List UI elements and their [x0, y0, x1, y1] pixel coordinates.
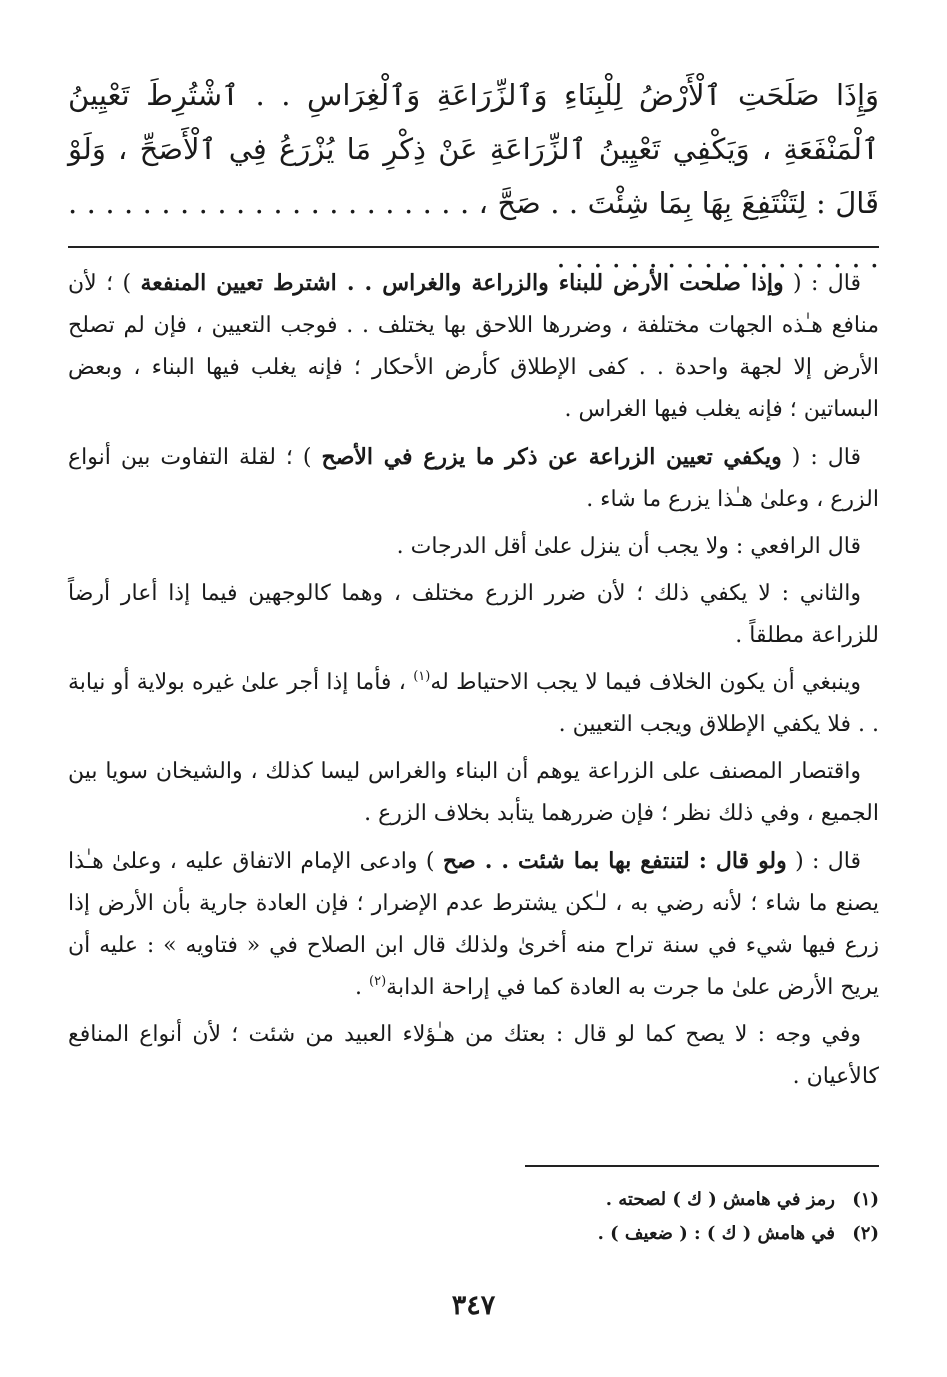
commentary-paragraph-6: واقتصار المصنف على الزراعة يوهم أن البناء والغراس ليسا كذلك ، والشيخان سويا بين الجميع ، وفي ذلك نظر ؛ فإن ضررهما يتأبد بخلاف الزرع . — [68, 759, 879, 826]
footnote-number: (١) — [852, 1189, 879, 1210]
commentary-paragraph-5: وينبغي أن يكون الخلاف فيما لا يجب الاحتياط له$^{(١)}$ ، فأما إذا أجر علىٰ غيره بولاية أو نيابة . . فلا يكفي الإطلاق ويجب التعيين . — [68, 669, 879, 737]
footnote-text: رمز في هامش ( ك ) لصحته . — [605, 1189, 835, 1210]
footnote-text: في هامش ( ك ) : ( ضعيف ) . — [597, 1223, 835, 1244]
footnote-ref-1[interactable]: (١) — [413, 669, 431, 684]
commentary-paragraph-8: وفي وجه : لا يصح كما لو قال : بعتك من هـٰؤلاء العبيد من شئت ؛ لأن أنواع المنافع كالأعيان . — [68, 1022, 879, 1089]
footnote-2 — [68, 1217, 879, 1251]
quoted-matn: ويكفي تعيين الزراعة عن ذكر ما يزرع في الأصح — [321, 444, 782, 470]
matn-body: وَإِذَا صَلَحَتِ ٱلْأَرْضُ لِلْبِنَاءِ وَٱلزِّرَاعَةِ وَٱلْغِرَاسِ . . ٱشْتُرِطَ تَعْيِينُ ٱلْمَنْفَعَةِ ، وَيَكْفِي تَعْيِينُ ٱلزِّرَاعَةِ عَنْ ذِكْرِ مَا يُزْرَعُ فِي ٱلْأَصَحِّ ، وَلَوْ قَالَ : لِتَنْتَفِعَ بِهَا بِمَا شِئْتَ . . صَحَّ ، — [68, 78, 880, 220]
commentary-paragraph-2: قال : ( ويكفي تعيين الزراعة عن ذكر ما يزرع في الأصح ) ؛ لقلة التفاوت بين أنواع الزرع ، وعلىٰ هـٰذا يزرع ما شاء . — [68, 444, 879, 512]
footnote-separator-rule — [525, 1165, 879, 1167]
quoted-matn: وإذا صلحت الأرض للبناء والزراعة والغراس . . اشترط تعيين المنفعة — [140, 270, 784, 296]
matn-dots: . . . . . . . . . . . . . . . . . . . . . . . . . . . . . . . . . . . . . . . . — [68, 186, 879, 274]
quoted-matn: ولو قال : لتنتفع بها بما شئت . . صح — [442, 848, 787, 874]
footnote-number: (٢) — [852, 1223, 879, 1244]
commentary-paragraph-4: والثاني : لا يكفي ذلك ؛ لأن ضرر الزرع مختلف ، وهما كالوجهين فيما إذا أعار أرضاً للزراعة مطلقاً . — [68, 581, 879, 648]
commentary-paragraph-3: قال الرافعي : ولا يجب أن ينزل علىٰ أقل الدرجات . — [396, 534, 861, 559]
matn-text — [68, 68, 879, 284]
footnote-1 — [68, 1183, 879, 1217]
commentary-paragraph-1: قال : ( وإذا صلحت الأرض للبناء والزراعة والغراس . . اشترط تعيين المنفعة ) ؛ لأن منافع هـٰذه الجهات مختلفة ، وضررها اللاحق بها يختلف . . فوجب التعيين ، فإن لم تصلح الأرض إلا لجهة واحدة . . كفى الإطلاق كأرض الأحكار ؛ فإنه يغلب فيها البناء ، وبعض البساتين ؛ فإنه يغلب فيها الغراس . — [68, 270, 879, 422]
footnotes — [68, 1183, 879, 1251]
commentary-paragraph-7: قال : ( ولو قال : لتنتفع بها بما شئت . . صح ) وادعى الإمام الاتفاق عليه ، وعلىٰ هـٰذا يصنع ما شاء ؛ لأنه رضي به ، لـٰكن يشترط عدم الإضرار ؛ فإن العادة جارية بأن الأرض إذا زرع فيها شيء في سنة تراح منه أخرىٰ ولذلك قال ابن الصلاح في « فتاويه » : عليه أن يريح الأرض علىٰ ما جرت به العادة كما في إراحة الدابة$^{(٢)}$ . — [68, 848, 879, 1000]
page-number: ٣٤٧ — [451, 1290, 496, 1321]
commentary — [68, 262, 879, 1103]
matn-separator-rule — [68, 246, 879, 248]
footnote-ref-2[interactable]: (٢) — [369, 974, 387, 989]
